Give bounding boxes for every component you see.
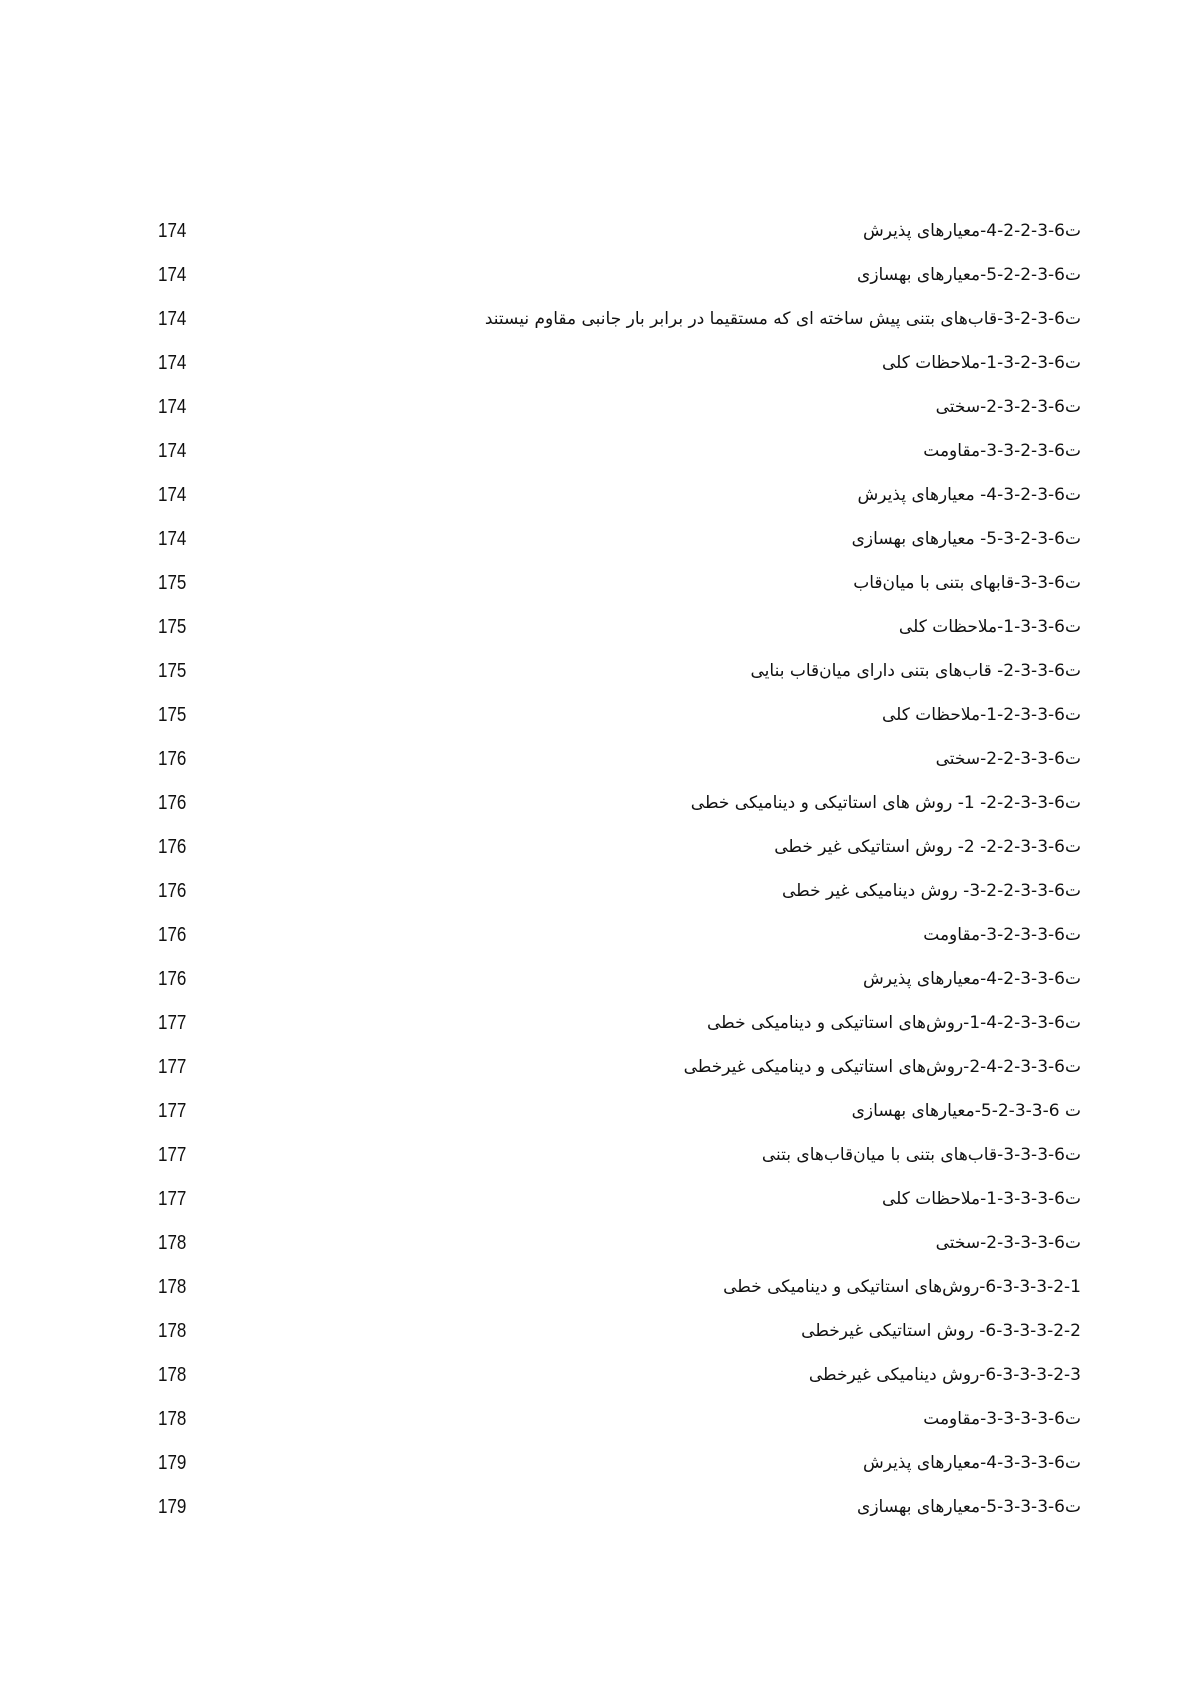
toc-entry-page-number: 178 xyxy=(158,1320,187,1342)
toc-entry-title: ت6-3-3-2-2- 2- روش استاتیکی غیر خطی xyxy=(774,837,1081,857)
toc-entry xyxy=(0,306,1191,350)
toc-entry xyxy=(0,1362,1191,1406)
toc-entry-title: ت6-3-2-3-4- معیارهای پذیرش xyxy=(857,485,1081,505)
toc-entry-title: ت6-3-3-3-4-معیارهای پذیرش xyxy=(862,1453,1081,1473)
toc-entry xyxy=(0,614,1191,658)
toc-entry xyxy=(0,1010,1191,1054)
toc-entry xyxy=(0,438,1191,482)
toc-entry-page-number: 179 xyxy=(158,1496,187,1518)
toc-entry-title: ت6-3-3-2-4-2-روش‌های استاتیکی و دینامیکی غیرخطی xyxy=(683,1057,1081,1077)
toc-entry-page-number: 175 xyxy=(158,572,187,594)
toc-entry-title: ت6-3-3-3-1-ملاحظات کلی xyxy=(881,1189,1081,1209)
toc-entry-page-number: 178 xyxy=(158,1364,187,1386)
toc-entry-page-number: 174 xyxy=(158,440,187,462)
toc-entry-page-number: 174 xyxy=(158,352,187,374)
toc-entry-title: ت6-3-3-3-قاب‌های بتنی با میان‌قاب‌های بتنی xyxy=(761,1145,1081,1165)
toc-entry xyxy=(0,482,1191,526)
toc-entry-title: ت6-3-3-2-2-3- روش دینامیکی غیر خطی xyxy=(781,881,1081,901)
toc-entry-page-number: 175 xyxy=(158,660,187,682)
toc-entry xyxy=(0,922,1191,966)
toc-entry xyxy=(0,1098,1191,1142)
toc-entry xyxy=(0,834,1191,878)
toc-entry-page-number: 177 xyxy=(158,1056,187,1078)
toc-entry xyxy=(0,394,1191,438)
toc-entry xyxy=(0,526,1191,570)
toc-entry-page-number: 176 xyxy=(158,880,187,902)
toc-entry-page-number: 176 xyxy=(158,836,187,858)
toc-entry-title: ت6-3-3-3-2-سختی xyxy=(935,1233,1081,1253)
toc-entry xyxy=(0,1274,1191,1318)
toc-entry-page-number: 178 xyxy=(158,1408,187,1430)
toc-entry-title: 6-3-3-3-2-2- روش استاتیکی غیرخطی xyxy=(801,1321,1081,1341)
toc-entry-title: ت6-3-2-2-4-معیارهای پذیرش xyxy=(862,221,1081,241)
toc-entry xyxy=(0,1054,1191,1098)
toc-entry-title: ت6-3-2-3-1-ملاحظات کلی xyxy=(881,353,1081,373)
toc-entry xyxy=(0,570,1191,614)
toc-entry-title: ت6-3-2-3-قاب‌های بتنی پیش ساخته ای که مستقیما در برابر بار جانبی مقاوم نیستند xyxy=(484,309,1081,329)
toc-entry xyxy=(0,746,1191,790)
toc-entry-page-number: 176 xyxy=(158,924,187,946)
toc-entry-page-number: 176 xyxy=(158,792,187,814)
toc-entry-page-number: 176 xyxy=(158,968,187,990)
toc-entry-title: ت6-3-3-قابهای بتنی با میان‌قاب xyxy=(853,573,1081,593)
table-of-contents xyxy=(0,218,1191,1538)
toc-entry xyxy=(0,1142,1191,1186)
toc-entry-page-number: 178 xyxy=(158,1232,187,1254)
toc-entry-title: ت6-3-3-2-1-ملاحظات کلی xyxy=(881,705,1081,725)
toc-entry xyxy=(0,702,1191,746)
toc-entry-title: 6-3-3-3-2-1-روش‌های استاتیکی و دینامیکی خطی xyxy=(723,1277,1081,1297)
toc-entry-page-number: 174 xyxy=(158,484,187,506)
toc-entry-page-number: 178 xyxy=(158,1276,187,1298)
toc-entry xyxy=(0,1406,1191,1450)
toc-entry-title: ت6-3-3-2-2- 1- روش های استاتیکی و دینامیکی خطی xyxy=(690,793,1081,813)
toc-entry xyxy=(0,218,1191,262)
toc-entry-page-number: 177 xyxy=(158,1188,187,1210)
toc-entry-page-number: 179 xyxy=(158,1452,187,1474)
toc-entry-page-number: 174 xyxy=(158,264,187,286)
toc-entry xyxy=(0,262,1191,306)
toc-entry xyxy=(0,1494,1191,1538)
toc-entry-page-number: 174 xyxy=(158,308,187,330)
toc-entry xyxy=(0,1450,1191,1494)
toc-entry-title: 6-3-3-3-2-3-روش دینامیکی غیرخطی xyxy=(808,1365,1081,1385)
toc-entry-page-number: 175 xyxy=(158,616,187,638)
toc-entry-page-number: 177 xyxy=(158,1144,187,1166)
toc-entry-title: ت6-3-2-2-5-معیارهای بهسازی xyxy=(857,265,1081,285)
toc-entry-title: ت6-3-3-2-4-1-روش‌های استاتیکی و دینامیکی خطی xyxy=(707,1013,1081,1033)
toc-entry-title: ت6-3-2-3-2-سختی xyxy=(935,397,1081,417)
toc-entry-title: ت6-3-3-2-4-معیارهای پذیرش xyxy=(862,969,1081,989)
toc-entry-page-number: 175 xyxy=(158,704,187,726)
toc-entry xyxy=(0,1230,1191,1274)
toc-entry-title: ت6-3-3-2-3-مقاومت xyxy=(923,925,1081,945)
toc-entry-title: ت6-3-2-3-5- معیارهای بهسازی xyxy=(851,529,1081,549)
toc-entry-page-number: 174 xyxy=(158,396,187,418)
toc-entry-title: ت6-3-3-2-2-سختی xyxy=(935,749,1081,769)
toc-entry xyxy=(0,658,1191,702)
toc-entry xyxy=(0,966,1191,1010)
toc-entry-title: ت6-3-3-3-5-معیارهای بهسازی xyxy=(857,1497,1081,1517)
toc-entry xyxy=(0,1318,1191,1362)
toc-entry xyxy=(0,350,1191,394)
toc-entry-page-number: 177 xyxy=(158,1100,187,1122)
toc-entry-page-number: 174 xyxy=(158,528,187,550)
toc-entry-title: ت6-3-2-3-3-مقاومت xyxy=(923,441,1081,461)
toc-entry xyxy=(0,790,1191,834)
toc-entry xyxy=(0,878,1191,922)
toc-entry-title: ت6-3-3-2- قاب‌های بتنی دارای میان‌قاب بنایی xyxy=(750,661,1081,681)
toc-entry-page-number: 174 xyxy=(158,220,187,242)
toc-entry xyxy=(0,1186,1191,1230)
toc-entry-page-number: 177 xyxy=(158,1012,187,1034)
toc-entry-title: ت 6-3-3-2-5-معیارهای بهسازی xyxy=(851,1101,1081,1121)
toc-entry-page-number: 176 xyxy=(158,748,187,770)
toc-entry-title: ت6-3-3-3-3-مقاومت xyxy=(923,1409,1081,1429)
toc-entry-title: ت6-3-3-1-ملاحظات کلی xyxy=(898,617,1081,637)
